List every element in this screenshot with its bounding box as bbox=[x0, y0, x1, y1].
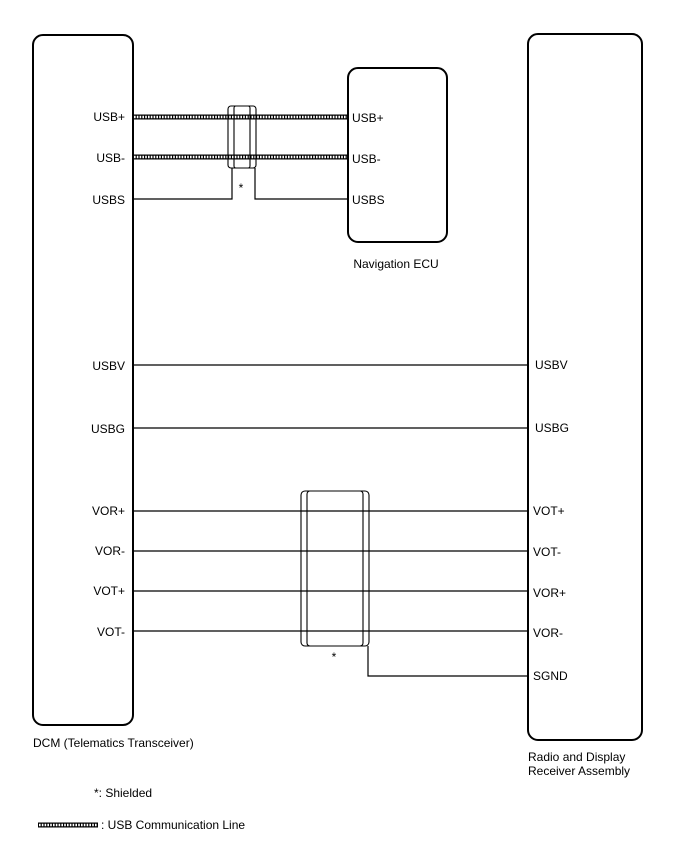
legend-usb-line: : USB Communication Line bbox=[101, 818, 246, 832]
dcm-label: DCM (Telematics Transceiver) bbox=[33, 736, 194, 750]
nav-pin-usb-minus: USB- bbox=[352, 152, 381, 166]
radio-pin-vot-plus: VOT+ bbox=[533, 504, 565, 518]
dcm-pin-usbs: USBS bbox=[92, 193, 125, 207]
dcm-pin-usbv: USBV bbox=[92, 359, 125, 373]
video-shield-mark: * bbox=[331, 650, 337, 664]
legend-shielded: *: Shielded bbox=[94, 786, 153, 800]
dcm-pin-usb-minus: USB- bbox=[96, 151, 125, 165]
sgnd-wire bbox=[368, 646, 528, 676]
video-shield bbox=[301, 491, 369, 646]
radio-pin-vor-plus: VOR+ bbox=[533, 586, 567, 600]
dcm-pin-vot-plus: VOT+ bbox=[93, 584, 125, 598]
dcm-box bbox=[33, 35, 133, 725]
radio-label-line1: Radio and Display bbox=[528, 750, 626, 764]
radio-pin-sgnd: SGND bbox=[533, 669, 568, 683]
dcm-pin-usb-plus: USB+ bbox=[93, 110, 125, 124]
dcm-pin-vor-minus: VOR- bbox=[95, 544, 125, 558]
radio-label-line2: Receiver Assembly bbox=[528, 764, 631, 778]
dcm-pin-usbg: USBG bbox=[90, 422, 125, 436]
radio-pin-vor-minus: VOR- bbox=[533, 626, 563, 640]
nav-pin-usb-plus: USB+ bbox=[352, 111, 384, 125]
usbs-wire-nav bbox=[255, 168, 348, 199]
usb-shield-mark: * bbox=[238, 181, 244, 195]
radio-pin-vot-minus: VOT- bbox=[533, 545, 562, 559]
nav-pin-usbs: USBS bbox=[352, 193, 385, 207]
dcm-pin-vot-minus: VOT- bbox=[96, 625, 125, 639]
usbs-wire bbox=[133, 168, 232, 199]
navigation-ecu-label: Navigation ECU bbox=[353, 257, 439, 271]
radio-pin-usbg: USBG bbox=[535, 421, 570, 435]
dcm-pin-vor-plus: VOR+ bbox=[91, 504, 125, 518]
radio-pin-usbv: USBV bbox=[535, 358, 568, 372]
